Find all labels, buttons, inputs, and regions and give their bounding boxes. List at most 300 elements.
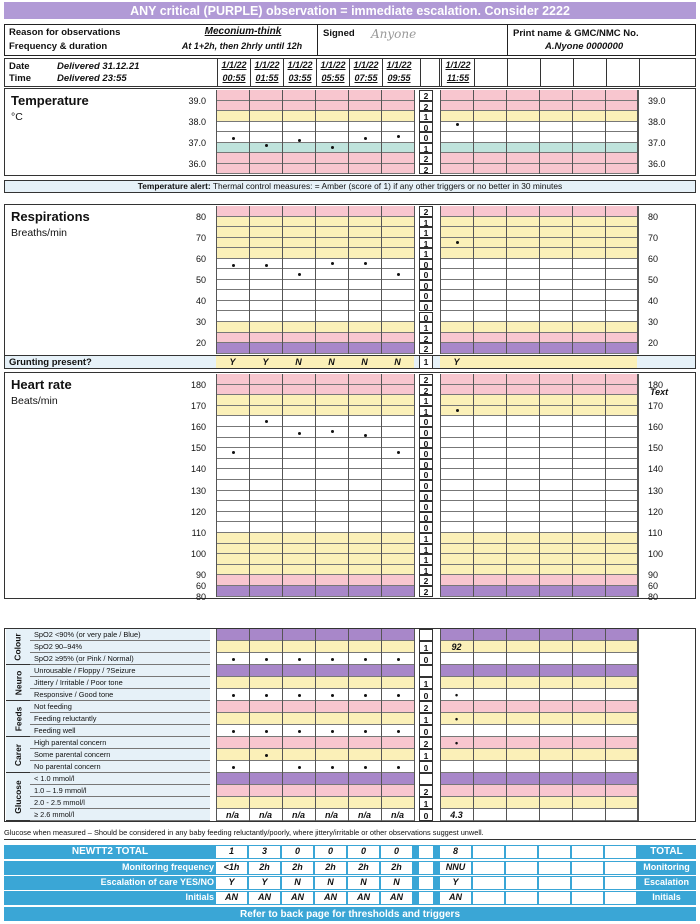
date-column[interactable]: [606, 59, 639, 86]
frequency-value[interactable]: At 1+2h, then 2hrly until 12h: [181, 41, 303, 51]
temperature-gridline: [506, 90, 507, 174]
heart-rate-tick: 160: [648, 422, 664, 432]
heart-rate-score-cell: 2: [419, 374, 433, 385]
monitoring-value[interactable]: <1h: [216, 862, 247, 874]
assessment-mark: [397, 766, 400, 769]
grunting-value[interactable]: Y: [229, 357, 236, 367]
assessment-mark: [265, 658, 268, 661]
glucose-value[interactable]: n/a: [258, 810, 272, 820]
heart-rate-gridline: [440, 374, 441, 597]
heart-rate-tick: 110: [191, 528, 206, 538]
respirations-gridline: [249, 206, 250, 354]
respirations-tick: 20: [195, 338, 206, 349]
temperature-unit: °C: [11, 111, 23, 123]
respirations-tick: 60: [648, 253, 659, 264]
assessment-gridline: [381, 629, 382, 821]
respirations-unit: Breaths/min: [11, 227, 68, 239]
assessment-row-label: [30, 689, 210, 701]
respirations-tick: 80: [195, 211, 206, 222]
heart-rate-gridline: [638, 374, 639, 597]
grunting-value[interactable]: N: [328, 357, 335, 367]
temperature-gridline: [282, 90, 283, 174]
respirations-score-cell: 1: [419, 248, 433, 259]
reason-value[interactable]: Meconium-think: [204, 26, 282, 37]
banner-text: ANY critical (PURPLE) observation = immediate escalation. Consider 2222: [130, 3, 570, 18]
newtt2-total-value[interactable]: 0: [381, 846, 412, 858]
respirations-gridline: [539, 206, 540, 354]
newtt2-total-value[interactable]: 3: [249, 846, 280, 858]
temperature-gridline: [216, 90, 217, 174]
assessment-label-text: 1.0 – 1.9 mmol/l: [34, 786, 87, 795]
monitoring-value[interactable]: Y: [249, 877, 280, 889]
respirations-tick: 30: [195, 317, 206, 328]
assessment-group-label: [6, 629, 30, 665]
heart-rate-gridline: [572, 374, 573, 597]
obs-date: 1/1/22: [445, 60, 471, 70]
monitoring-right-value[interactable]: Y: [440, 877, 471, 889]
assessment-mark: [397, 658, 400, 661]
monitoring-right-value[interactable]: AN: [440, 892, 471, 904]
temperature-gridline: [249, 90, 250, 174]
monitoring-value[interactable]: 2h: [315, 862, 346, 874]
monitoring-value[interactable]: AN: [249, 892, 280, 904]
assessment-label-text: High parental concern: [34, 738, 107, 747]
temperature-point: [331, 146, 334, 149]
monitoring-empty[interactable]: [506, 862, 537, 874]
respirations-score-cell: 0: [419, 312, 433, 323]
heart-rate-score-cell: 0: [419, 469, 433, 480]
respirations-score-cell: 2: [419, 333, 433, 344]
assessment-label-text: SpO2 <90% (or very pale / Blue): [34, 630, 141, 639]
monitoring-value[interactable]: N: [381, 877, 412, 889]
assessment-group-label: [6, 737, 30, 773]
heart-rate-tick: 120: [190, 506, 206, 517]
assessment-group-label: [6, 665, 30, 701]
heart-rate-tick: 170: [190, 400, 206, 411]
newtt2-total-value[interactable]: [572, 846, 603, 858]
assessment-group-name: Glucose: [13, 779, 24, 814]
score-spacer: [420, 59, 440, 86]
date-column[interactable]: [349, 59, 382, 86]
print-name-value[interactable]: A.Nyone 0000000: [545, 41, 624, 52]
temperature-alert: [4, 180, 696, 193]
temperature-tick: 36.0: [188, 158, 206, 169]
grunting-score: 1: [419, 355, 433, 369]
monitoring-value[interactable]: 2h: [348, 862, 379, 874]
date-column[interactable]: [316, 59, 349, 86]
monitoring-empty[interactable]: [473, 892, 504, 904]
temperature-score-cell: 2: [419, 153, 433, 164]
heart-rate-score-cell: 1: [419, 554, 433, 565]
assessment-mark: [364, 658, 367, 661]
grunting-value[interactable]: N: [394, 357, 401, 367]
respirations-score-cell: 2: [419, 343, 433, 354]
assessment-row-label: [30, 749, 210, 761]
delivered-date: Delivered 31.12.21: [57, 61, 140, 72]
heart-rate-tick: 80: [648, 591, 659, 602]
temperature-gridline: [414, 90, 415, 174]
monitoring-empty[interactable]: [539, 877, 570, 889]
temperature-gridline: [473, 90, 474, 174]
assessment-row-label: [30, 809, 210, 821]
temperature-title: Temperature: [11, 93, 89, 108]
monitoring-empty[interactable]: [572, 862, 603, 874]
assessment-mark: [364, 766, 367, 769]
monitoring-value[interactable]: N: [315, 877, 346, 889]
heart-rate-score-cell: 1: [419, 565, 433, 576]
temperature-score-cell: 2: [419, 90, 433, 101]
assessment-row-label: [30, 701, 210, 713]
assessment-mark: [265, 730, 268, 733]
heart-rate-tick: 160: [190, 422, 206, 432]
temperature-tick: 39.0: [648, 95, 666, 106]
temperature-gridline: [381, 90, 382, 174]
monitoring-empty[interactable]: [539, 862, 570, 874]
chart-header: [4, 24, 696, 56]
glucose-value[interactable]: n/a: [357, 810, 371, 820]
monitoring-value[interactable]: AN: [315, 892, 346, 904]
respirations-title: Respirations: [11, 209, 90, 224]
date-column[interactable]: [250, 59, 283, 86]
assessment-right-value[interactable]: •: [454, 690, 459, 700]
assessment-gridline: [473, 629, 474, 821]
monitoring-empty[interactable]: [539, 892, 570, 904]
assessment-gridline: [249, 629, 250, 821]
monitoring-value[interactable]: 2h: [381, 862, 412, 874]
newtt2-total-row: [4, 845, 696, 859]
assessment-row-label: [30, 773, 210, 785]
respirations-gridline: [638, 206, 639, 354]
respirations-score-cell: 0: [419, 259, 433, 270]
date-column[interactable]: [507, 59, 540, 86]
heart-rate-point: [265, 420, 268, 423]
newtt2-total-value[interactable]: 0: [315, 846, 346, 858]
assessment-row-label: [30, 653, 210, 665]
temperature-gridline: [638, 90, 639, 174]
heart-rate-score-cell: 0: [419, 491, 433, 502]
heart-rate-tick: 180: [190, 379, 206, 390]
respirations-gridline: [381, 206, 382, 354]
respirations-gridline: [605, 206, 606, 354]
monitoring-empty[interactable]: [572, 892, 603, 904]
assessment-row-label: [30, 677, 210, 689]
monitoring-value[interactable]: AN: [216, 892, 247, 904]
heart-rate-gridline: [315, 374, 316, 597]
temperature-point: [364, 137, 367, 140]
newtt2-score-spacer: [419, 846, 433, 858]
assessment-mark: [397, 730, 400, 733]
monitoring-empty[interactable]: [473, 877, 504, 889]
glucose-value[interactable]: n/a: [291, 810, 305, 820]
temperature-alert-label: Temperature alert:: [137, 181, 211, 191]
assessment-gridline: [414, 629, 415, 821]
temperature-gridline: [315, 90, 316, 174]
monitoring-empty[interactable]: [572, 877, 603, 889]
newtt2-total-label: NEWTT2 TOTAL: [71, 846, 149, 857]
assessment-group-name: Neuro: [13, 670, 23, 695]
footer-text: Refer to back page for thresholds and triggers: [239, 908, 461, 920]
assessment-mark: [232, 730, 235, 733]
heart-rate-gridline: [605, 374, 606, 597]
respirations-score-cell: 1: [419, 217, 433, 228]
delivered-time: Delivered 23:55: [57, 73, 127, 84]
heart-rate-score-cell: 0: [419, 448, 433, 459]
newtt2-total-value[interactable]: 0: [348, 846, 379, 858]
assessment-score: 1: [419, 749, 433, 761]
newtt2-total-value[interactable]: [605, 846, 636, 858]
assessment-score: 1: [419, 677, 433, 689]
monitoring-right-value[interactable]: NNU: [440, 862, 471, 874]
heart-rate-gridline: [216, 374, 217, 597]
assessment-gridline: [506, 629, 507, 821]
temperature-point: [232, 137, 235, 140]
assessment-right-value[interactable]: •: [454, 738, 459, 748]
respirations-tick: 60: [195, 253, 206, 264]
assessment-gridline: [315, 629, 316, 821]
obs-time: 03:55: [288, 73, 312, 83]
obs-time: 05:55: [321, 73, 345, 83]
monitoring-value[interactable]: AN: [381, 892, 412, 904]
monitoring-value[interactable]: Y: [216, 877, 247, 889]
assessment-label-text: Jittery / Irritable / Poor tone: [34, 678, 123, 687]
heart-rate-tick: 150: [190, 443, 206, 454]
frequency-label: Frequency & duration: [9, 41, 108, 52]
respirations-gridline: [315, 206, 316, 354]
temperature-gridline: [637, 90, 638, 174]
monitoring-empty[interactable]: [473, 862, 504, 874]
assessment-row-label: [30, 713, 210, 725]
glucose-value[interactable]: n/a: [390, 810, 404, 820]
assessment-score: [419, 629, 433, 641]
newtt2-total-value[interactable]: [473, 846, 504, 858]
temperature-point: [456, 123, 459, 126]
heart-rate-unit: Beats/min: [11, 395, 58, 407]
monitoring-empty[interactable]: [506, 877, 537, 889]
temperature-gridline: [572, 90, 573, 174]
assessment-row-label: [30, 785, 210, 797]
newtt2-total-value[interactable]: 1: [216, 846, 247, 858]
heart-rate-score-cell: 0: [419, 512, 433, 523]
assessment-mark: [331, 658, 334, 661]
date-column[interactable]: [540, 59, 573, 86]
date-column[interactable]: [474, 59, 507, 86]
grunting-value[interactable]: N: [295, 357, 302, 367]
assessment-label-text: Unrousable / Floppy / ?Seizure: [34, 666, 136, 675]
temperature-gridline: [539, 90, 540, 174]
reason-label: Reason for observations: [9, 27, 121, 38]
monitoring-empty[interactable]: [605, 892, 636, 904]
respirations-score-cell: 2: [419, 206, 433, 217]
assessment-group-name: Feeds: [13, 706, 24, 731]
heart-rate-tick: 140: [648, 464, 664, 475]
obs-date: 1/1/22: [386, 60, 412, 70]
temperature-gridline: [605, 90, 606, 174]
assessment-group-label: [6, 701, 30, 737]
assessment-score: 0: [419, 809, 433, 821]
temperature-score-cell: 2: [419, 164, 433, 175]
assessment-mark: [331, 766, 334, 769]
heart-rate-score-cell: 0: [419, 459, 433, 470]
assessment-row-label: [30, 641, 210, 653]
respirations-point: [232, 264, 235, 267]
grunting-value[interactable]: Y: [453, 357, 460, 367]
divider: [317, 25, 318, 55]
heart-rate-tick: 180: [648, 379, 664, 390]
assessment-label-text: Feeding reluctantly: [34, 714, 97, 723]
date-column[interactable]: [283, 59, 316, 86]
assessment-label-text: Not feeding: [34, 702, 72, 711]
newtt2-total-value[interactable]: [539, 846, 570, 858]
respirations-gridline: [216, 206, 217, 354]
monitoring-value[interactable]: 2h: [249, 862, 280, 874]
respirations-gridline: [282, 206, 283, 354]
assessment-mark: [232, 694, 235, 697]
assessment-row-label: [30, 665, 210, 677]
heart-rate-tick: 90: [648, 570, 659, 581]
heart-rate-tick: 90: [195, 570, 206, 581]
obs-date: 1/1/22: [287, 60, 313, 70]
obs-date: 1/1/22: [221, 60, 247, 70]
heart-rate-gridline: [506, 374, 507, 597]
grunting-value[interactable]: N: [361, 357, 368, 367]
heart-rate-tick: 130: [190, 485, 206, 496]
obs-time: 09:55: [387, 73, 411, 83]
assessment-right-value[interactable]: 92: [451, 642, 462, 652]
monitoring-value[interactable]: AN: [348, 892, 379, 904]
assessment-row-label: [30, 797, 210, 809]
obs-date: 1/1/22: [320, 60, 346, 70]
date-column[interactable]: [217, 59, 250, 86]
obs-date: 1/1/22: [254, 60, 280, 70]
heart-rate-score-cell: 0: [419, 416, 433, 427]
date-column[interactable]: [382, 59, 415, 86]
heart-rate-tick: 60: [648, 581, 659, 591]
assessment-score: 0: [419, 653, 433, 665]
glucose-value[interactable]: n/a: [225, 810, 239, 820]
glucose-value[interactable]: n/a: [324, 810, 338, 820]
signature: Anyone: [371, 27, 417, 41]
monitoring-right-label: Initials: [652, 892, 681, 902]
assessment-label-text: 2.0 - 2.5 mmol/l: [34, 798, 85, 807]
respirations-gridline: [572, 206, 573, 354]
respirations-tick: 20: [648, 338, 659, 349]
heart-rate-gridline: [249, 374, 250, 597]
respirations-score-cell: 0: [419, 301, 433, 312]
glucose-note: Glucose when measured – Should be considered in any baby feeding reluctantly/poorly, where jittery/irritable or other observations suggest unwell.: [4, 828, 696, 840]
heart-rate-score-cell: 1: [419, 544, 433, 555]
assessment-mark: [331, 730, 334, 733]
respirations-point: [265, 264, 268, 267]
respirations-gridline: [348, 206, 349, 354]
assessment-label-text: No parental concern: [34, 762, 101, 771]
date-label: Date: [9, 61, 30, 72]
heart-rate-tick: 100: [648, 549, 664, 560]
date-time-header: [4, 58, 696, 87]
heart-rate-score-cell: 1: [419, 395, 433, 406]
monitoring-row: [4, 891, 696, 905]
heart-rate-tick: 110: [648, 528, 663, 538]
assessment-mark: [364, 694, 367, 697]
respirations-score-cell: 1: [419, 322, 433, 333]
date-column[interactable]: [441, 59, 474, 86]
assessment-gridline: [637, 629, 638, 821]
assessment-mark: [265, 694, 268, 697]
monitoring-value[interactable]: 2h: [282, 862, 313, 874]
assessment-score: 1: [419, 797, 433, 809]
assessment-mark: [265, 754, 268, 757]
respirations-point: [456, 241, 459, 244]
obs-time: 07:55: [354, 73, 378, 83]
signed-label: Signed: [323, 28, 355, 39]
respirations-gridline: [440, 206, 441, 354]
heart-rate-score-cell: 1: [419, 406, 433, 417]
newtt2-total-value[interactable]: 0: [282, 846, 313, 858]
heart-rate-score-cell: 0: [419, 501, 433, 512]
respirations-score-cell: 1: [419, 238, 433, 249]
assessment-gridline: [605, 629, 606, 821]
temperature-tick: 39.0: [188, 95, 206, 106]
monitoring-score-spacer: [419, 877, 433, 889]
monitoring-value[interactable]: N: [348, 877, 379, 889]
respirations-tick: 40: [648, 295, 659, 306]
assessment-right-value[interactable]: 4.3: [450, 810, 463, 820]
assessment-score: 1: [419, 641, 433, 653]
assessment-gridline: [572, 629, 573, 821]
respirations-tick: 70: [195, 232, 206, 243]
temperature-score-cell: 0: [419, 122, 433, 133]
temperature-tick: 37.0: [648, 137, 666, 148]
newtt2-total-value[interactable]: 8: [440, 846, 471, 858]
monitoring-row-label: Initials: [185, 892, 214, 902]
assessment-label-text: Feeding well: [34, 726, 76, 735]
monitoring-row-label: Escalation of care YES/NO: [100, 877, 214, 887]
respirations-point: [331, 262, 334, 265]
critical-observation-banner: [4, 2, 696, 19]
divider: [507, 25, 508, 55]
assessment-right-value[interactable]: •: [454, 714, 459, 724]
temperature-point: [265, 144, 268, 147]
assessment-mark: [331, 694, 334, 697]
assessment-gridline: [216, 629, 217, 821]
respirations-tick: 50: [648, 274, 659, 285]
monitoring-empty[interactable]: [506, 892, 537, 904]
assessment-score: 1: [419, 713, 433, 725]
respirations-gridline: [473, 206, 474, 354]
monitoring-empty[interactable]: [605, 862, 636, 874]
temperature-tick: 37.0: [188, 137, 206, 148]
monitoring-value[interactable]: AN: [282, 892, 313, 904]
monitoring-empty[interactable]: [605, 877, 636, 889]
temperature-alert-text: Thermal control measures: = Amber (score of 1) if any other triggers or no better in 30 minutes: [210, 181, 563, 191]
newtt2-total-value[interactable]: [506, 846, 537, 858]
respirations-tick: 50: [195, 274, 206, 285]
assessment-label-text: ≥ 2.6 mmol/l: [34, 810, 75, 819]
respirations-gridline: [414, 206, 415, 354]
assessment-score: 0: [419, 725, 433, 737]
respirations-point: [298, 273, 301, 276]
date-column[interactable]: [573, 59, 606, 86]
monitoring-value[interactable]: N: [282, 877, 313, 889]
temperature-score-cell: 0: [419, 132, 433, 143]
respirations-score-cell: 0: [419, 290, 433, 301]
assessment-gridline: [348, 629, 349, 821]
grunting-value[interactable]: Y: [262, 357, 269, 367]
monitoring-row: [4, 876, 696, 890]
date-column[interactable]: [639, 59, 672, 86]
respirations-score-cell: 0: [419, 269, 433, 280]
heart-rate-gridline: [539, 374, 540, 597]
temperature-tick: 38.0: [648, 116, 666, 127]
